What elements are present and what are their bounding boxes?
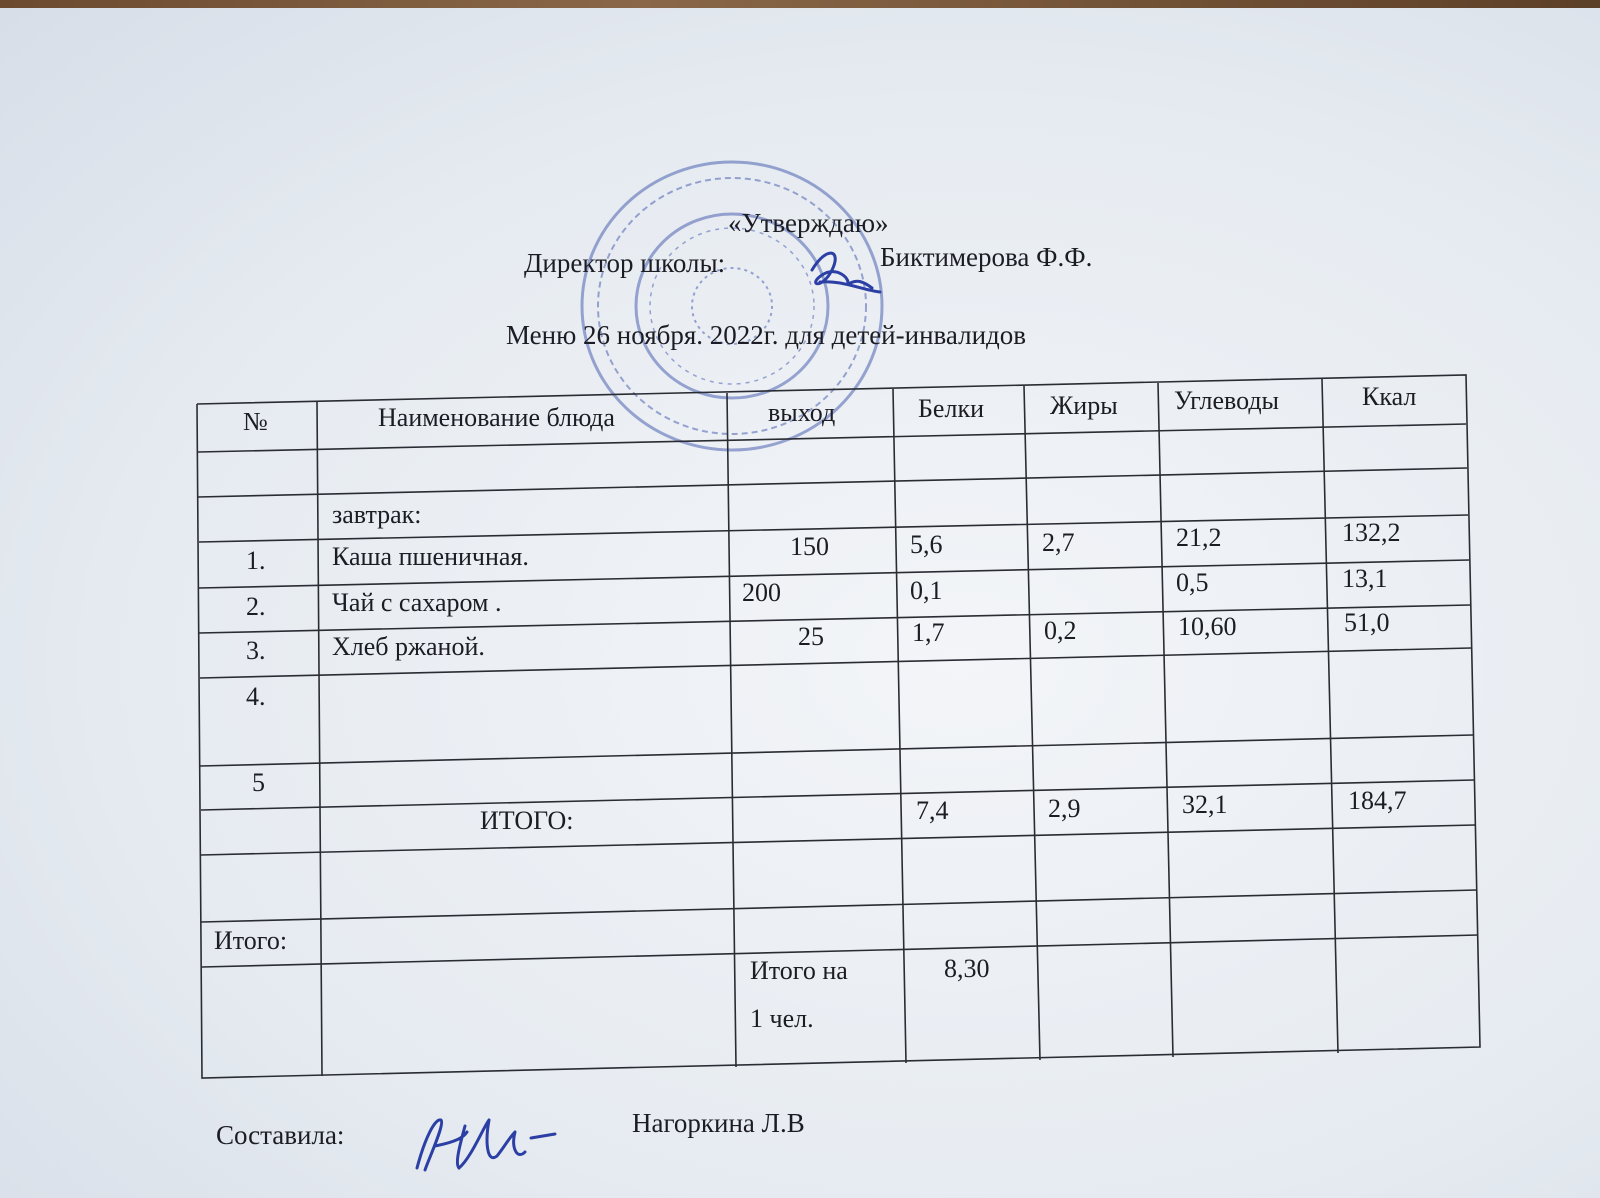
header-kcal: Ккал — [1362, 382, 1417, 411]
header-protein: Белки — [918, 394, 984, 423]
itogo-label: Итого: — [214, 926, 288, 955]
header-carbs: Углеводы — [1174, 386, 1280, 415]
row-2-output: 200 — [742, 578, 781, 607]
header-output: выход — [768, 398, 836, 427]
row-3-number: 3. — [246, 636, 266, 665]
row-3-carbs: 10,60 — [1178, 612, 1237, 641]
row-3-kcal: 51,0 — [1344, 608, 1390, 637]
menu-title: Меню 26 ноября. 2022г. для детей-инвалидов — [506, 320, 1027, 350]
row-2-kcal: 13,1 — [1342, 564, 1388, 593]
row-3-fat: 0,2 — [1044, 616, 1077, 645]
total-protein: 7,4 — [916, 796, 949, 825]
row-1-output: 150 — [790, 532, 829, 561]
director-name: Биктимерова Ф.Ф. — [880, 242, 1093, 272]
approve-heading: «Утверждаю» — [728, 208, 889, 238]
compiled-label: Составила: — [216, 1120, 345, 1150]
director-label: Директор школы: — [524, 248, 726, 278]
row-2-carbs: 0,5 — [1176, 568, 1209, 597]
header-dish-name: Наименование блюда — [378, 403, 615, 432]
header-number: № — [243, 407, 268, 436]
per-person-value: 8,30 — [944, 954, 990, 983]
per-person-label-line1: Итого на — [750, 956, 848, 985]
row-1-fat: 2,7 — [1042, 528, 1075, 557]
total-kcal: 184,7 — [1348, 786, 1407, 815]
row-3-protein: 1,7 — [912, 618, 945, 647]
total-label: ИТОГО: — [480, 806, 574, 835]
row-1-carbs: 21,2 — [1176, 523, 1222, 552]
row-4-number: 4. — [246, 682, 266, 711]
total-fat: 2,9 — [1048, 794, 1081, 823]
compiled-name: Нагоркина Л.В — [632, 1108, 805, 1138]
per-person-label-line2: 1 чел. — [750, 1004, 814, 1033]
section-breakfast: завтрак: — [332, 500, 422, 529]
row-1-kcal: 132,2 — [1342, 518, 1401, 547]
row-1-protein: 5,6 — [910, 530, 943, 559]
row-2-protein: 0,1 — [910, 576, 943, 605]
total-carbs: 32,1 — [1182, 790, 1228, 819]
row-2-name: Чай с сахаром . — [332, 588, 502, 617]
compiler-signature — [405, 1098, 575, 1178]
row-5-number: 5 — [252, 768, 265, 797]
row-2-number: 2. — [246, 592, 266, 621]
header-fat: Жиры — [1050, 391, 1118, 420]
row-3-output: 25 — [798, 622, 824, 651]
row-1-name: Каша пшеничная. — [332, 542, 529, 571]
row-1-number: 1. — [246, 546, 266, 575]
row-3-name: Хлеб ржаной. — [332, 632, 485, 661]
